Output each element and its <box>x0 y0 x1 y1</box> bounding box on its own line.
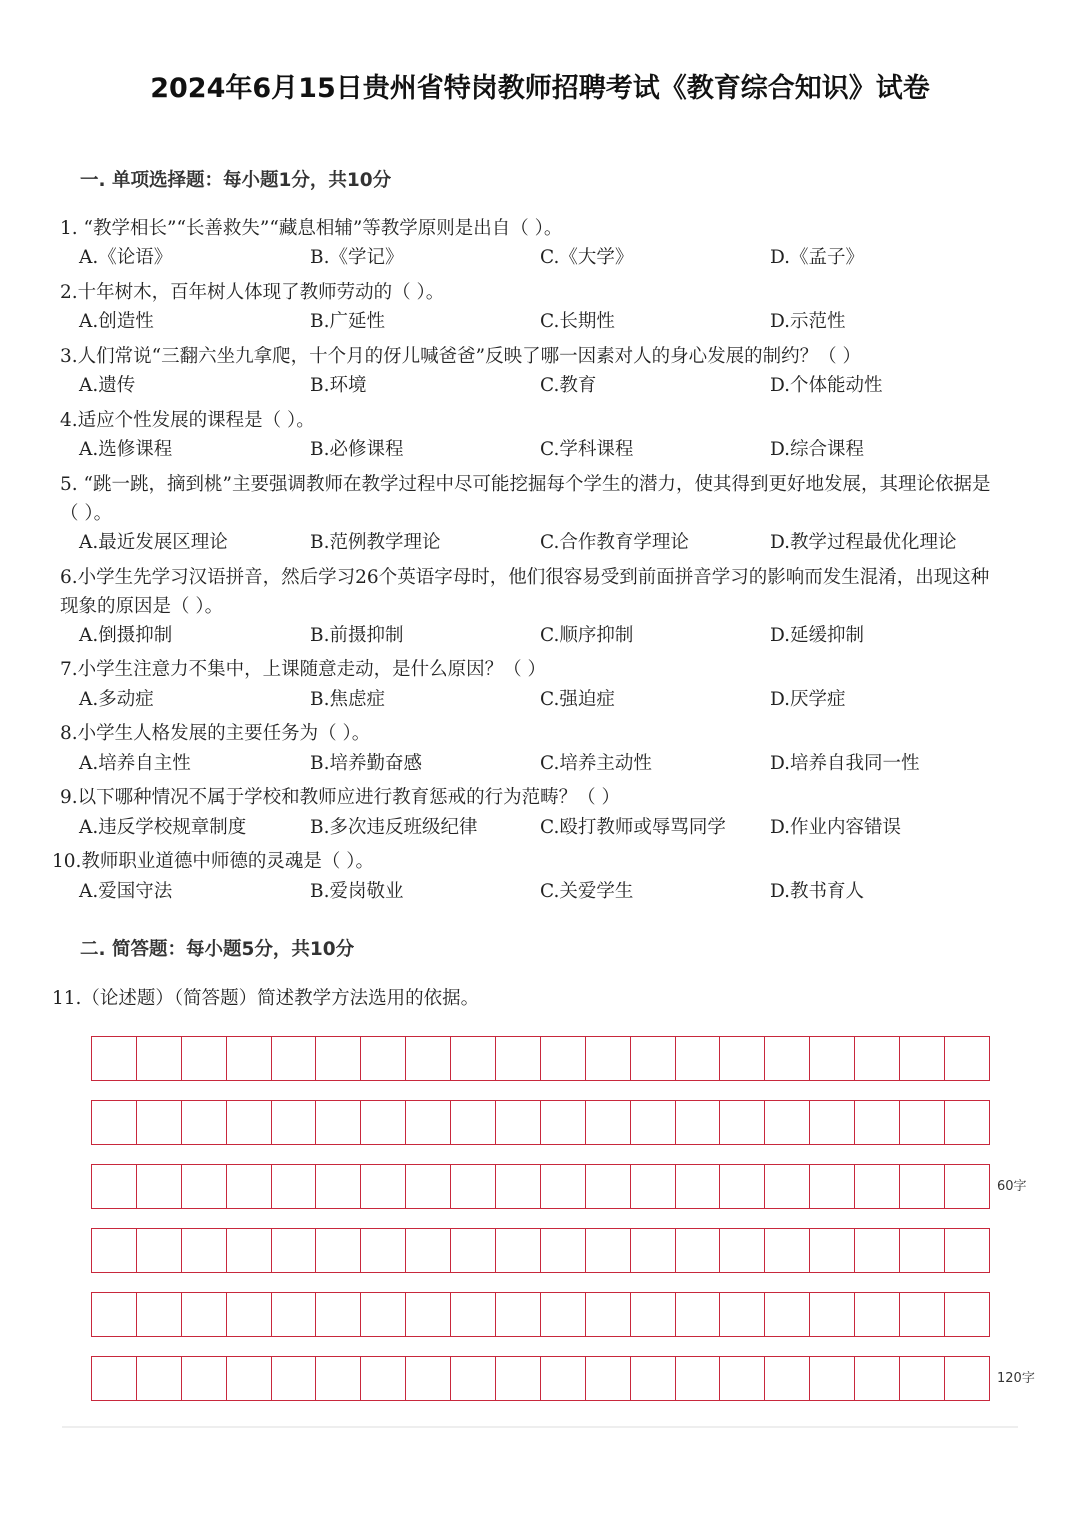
answer-grid-cell[interactable] <box>496 1228 541 1273</box>
question-5-text: 5. “跳一跳，摘到桃”主要强调教师在教学过程中尽可能挖掘每个学生的潜力，使其得到更好地发展，其理论依据是（ ）。 <box>60 474 991 524</box>
question-8-options <box>79 749 1009 779</box>
answer-grid-cell[interactable] <box>586 1356 631 1401</box>
page-title: 2024年6月15日贵州省特岗教师招聘考试《教育综合知识》试卷 <box>150 73 930 104</box>
answer-grid-cell[interactable] <box>586 1228 631 1273</box>
answer-grid-cell[interactable] <box>720 1036 765 1081</box>
question-7-options <box>79 685 1009 715</box>
answer-grid-cell[interactable] <box>227 1100 272 1145</box>
answer-grid-cell[interactable] <box>676 1228 721 1273</box>
answer-grid-cell[interactable] <box>316 1164 361 1209</box>
option-b: B.前摄抑制 <box>310 625 404 646</box>
answer-grid-cell[interactable] <box>451 1292 496 1337</box>
answer-grid-cell[interactable] <box>451 1356 496 1401</box>
answer-grid-cell[interactable] <box>900 1100 945 1145</box>
option-d: D.个体能动性 <box>770 375 883 396</box>
answer-grid-cell[interactable] <box>900 1356 945 1401</box>
answer-grid-cell[interactable] <box>92 1100 137 1145</box>
answer-grid-cell[interactable] <box>810 1356 855 1401</box>
option-b: B.范例教学理论 <box>310 532 441 553</box>
option-d: D.综合课程 <box>770 439 865 460</box>
answer-grid-cell[interactable] <box>720 1100 765 1145</box>
option-d: D.教学过程最优化理论 <box>770 532 957 553</box>
question-5-options <box>79 528 1009 558</box>
answer-grid-cell[interactable] <box>361 1292 406 1337</box>
question-10-options <box>79 877 1009 907</box>
answer-grid-cell[interactable] <box>227 1036 272 1081</box>
option-a: A.遗传 <box>79 375 136 396</box>
option-b: B.爱岗敬业 <box>310 881 404 902</box>
answer-grid-cell[interactable] <box>765 1100 810 1145</box>
question-4-text: 4.适应个性发展的课程是（ ）。 <box>60 410 315 431</box>
answer-grid-cell[interactable] <box>451 1036 496 1081</box>
question-10-text: 10.教师职业道德中师德的灵魂是（ ）。 <box>52 851 375 872</box>
answer-grid-row[interactable] <box>91 1228 990 1273</box>
answer-grid-cell[interactable] <box>541 1164 586 1209</box>
answer-grid-cell[interactable] <box>272 1228 317 1273</box>
answer-grid-cell[interactable] <box>137 1036 182 1081</box>
question-11-text: 11.（论述题）（简答题）简述教学方法选用的依据。 <box>52 988 480 1009</box>
answer-grid-cell[interactable] <box>361 1228 406 1273</box>
answer-grid-cell[interactable] <box>182 1292 227 1337</box>
answer-grid-cell[interactable] <box>720 1292 765 1337</box>
answer-grid-cell[interactable] <box>406 1036 451 1081</box>
answer-grid-cell[interactable] <box>182 1228 227 1273</box>
answer-grid-cell[interactable] <box>945 1228 990 1273</box>
question-6-text: 6.小学生先学习汉语拼音，然后学习26个英语字母时，他们很容易受到前面拼音学习的影响而发生混淆，出现这种现象的原因是（ ）。 <box>60 567 990 617</box>
answer-grid-cell[interactable] <box>855 1356 900 1401</box>
option-a: A.《论语》 <box>79 247 173 268</box>
answer-grid-cell[interactable] <box>272 1036 317 1081</box>
option-c: C.关爱学生 <box>540 881 634 902</box>
answer-grid-cell[interactable] <box>586 1036 631 1081</box>
question-3-options <box>79 371 1009 401</box>
option-c: C.合作教育学理论 <box>540 532 689 553</box>
option-d: D.教书育人 <box>770 881 865 902</box>
answer-grid-cell[interactable] <box>586 1164 631 1209</box>
question-9-options <box>79 813 1009 843</box>
option-b: B.必修课程 <box>310 439 404 460</box>
option-c: C.培养主动性 <box>540 753 652 774</box>
answer-grid-cell[interactable] <box>137 1100 182 1145</box>
answer-grid-cell[interactable] <box>631 1356 676 1401</box>
answer-grid-cell[interactable] <box>810 1164 855 1209</box>
answer-grid-cell[interactable] <box>765 1036 810 1081</box>
option-a: A.多动症 <box>79 689 154 710</box>
answer-grid-cell[interactable] <box>227 1356 272 1401</box>
answer-grid-cell[interactable] <box>272 1292 317 1337</box>
answer-grid-cell[interactable] <box>272 1164 317 1209</box>
answer-grid-cell[interactable] <box>272 1100 317 1145</box>
answer-grid-cell[interactable] <box>676 1036 721 1081</box>
answer-grid-cell[interactable] <box>765 1292 810 1337</box>
answer-grid-cell[interactable] <box>945 1036 990 1081</box>
answer-grid-cell[interactable] <box>361 1356 406 1401</box>
answer-grid-cell[interactable] <box>496 1356 541 1401</box>
answer-grid-cell[interactable] <box>227 1292 272 1337</box>
option-d: D.作业内容错误 <box>770 817 902 838</box>
answer-grid-cell[interactable] <box>316 1036 361 1081</box>
option-c: C.强迫症 <box>540 689 615 710</box>
option-d: D.厌学症 <box>770 689 846 710</box>
answer-grid-cell[interactable] <box>631 1036 676 1081</box>
option-c: C.《大学》 <box>540 247 634 268</box>
answer-grid-cell[interactable] <box>810 1100 855 1145</box>
answer-grid-cell[interactable] <box>182 1356 227 1401</box>
question-1-options <box>79 243 1009 273</box>
answer-grid-cell[interactable] <box>855 1164 900 1209</box>
answer-grid-cell[interactable] <box>316 1356 361 1401</box>
answer-grid-cell[interactable] <box>496 1164 541 1209</box>
option-d: D.延缓抑制 <box>770 625 865 646</box>
answer-grid-row[interactable] <box>91 1036 990 1081</box>
answer-grid-cell[interactable] <box>631 1292 676 1337</box>
answer-grid-cell[interactable] <box>92 1292 137 1337</box>
answer-grid-cell[interactable] <box>182 1100 227 1145</box>
answer-grid-cell[interactable] <box>316 1228 361 1273</box>
answer-grid-cell[interactable] <box>137 1356 182 1401</box>
answer-grid-cell[interactable] <box>586 1100 631 1145</box>
option-b: B.广延性 <box>310 311 385 332</box>
answer-grid-cell[interactable] <box>496 1100 541 1145</box>
answer-grid-cell[interactable] <box>406 1356 451 1401</box>
option-d: D.培养自我同一性 <box>770 753 920 774</box>
answer-grid-cell[interactable] <box>227 1228 272 1273</box>
answer-grid-cell[interactable] <box>496 1036 541 1081</box>
answer-grid-cell[interactable] <box>720 1164 765 1209</box>
answer-grid-cell[interactable] <box>855 1036 900 1081</box>
answer-grid-cell[interactable] <box>810 1228 855 1273</box>
answer-grid-cell[interactable] <box>272 1356 317 1401</box>
answer-grid-cell[interactable] <box>586 1292 631 1337</box>
answer-grid-cell[interactable] <box>945 1164 990 1209</box>
answer-grid-cell[interactable] <box>765 1164 810 1209</box>
answer-grid-cell[interactable] <box>406 1100 451 1145</box>
answer-grid-cell[interactable] <box>137 1228 182 1273</box>
option-a: A.创造性 <box>79 311 154 332</box>
question-1-text: 1. “教学相长”“长善救失”“藏息相辅”等教学原则是出自（ ）。 <box>60 218 563 239</box>
answer-grid-cell[interactable] <box>720 1228 765 1273</box>
option-b: B.环境 <box>310 375 367 396</box>
answer-grid-cell[interactable] <box>406 1292 451 1337</box>
question-9-text: 9.以下哪种情况不属于学校和教师应进行教育惩戒的行为范畴？（ ） <box>60 787 621 808</box>
question-7-text: 7.小学生注意力不集中，上课随意走动，是什么原因？（ ） <box>60 659 547 680</box>
answer-grid-cell[interactable] <box>451 1100 496 1145</box>
answer-grid-row[interactable] <box>91 1356 990 1401</box>
option-d: D.示范性 <box>770 311 846 332</box>
answer-grid-cell[interactable] <box>496 1292 541 1337</box>
answer-grid-cell[interactable] <box>720 1356 765 1401</box>
answer-grid-cell[interactable] <box>316 1292 361 1337</box>
answer-grid-row[interactable] <box>91 1100 990 1145</box>
option-a: A.倒摄抑制 <box>79 625 173 646</box>
option-a: A.选修课程 <box>79 439 173 460</box>
option-a: A.违反学校规章制度 <box>79 817 247 838</box>
answer-grid-cell[interactable] <box>92 1228 137 1273</box>
answer-grid-row[interactable] <box>91 1164 990 1209</box>
option-c: C.顺序抑制 <box>540 625 634 646</box>
answer-grid-cell[interactable] <box>451 1228 496 1273</box>
option-b: B.培养勤奋感 <box>310 753 422 774</box>
question-2-text: 2.十年树木，百年树人体现了教师劳动的（ ）。 <box>60 282 445 303</box>
section-heading-choice: 一. 单项选择题：每小题1分，共10分 <box>80 170 392 191</box>
answer-grid-cell[interactable] <box>92 1164 137 1209</box>
option-c: C.殴打教师或辱骂同学 <box>540 817 726 838</box>
option-c: C.学科课程 <box>540 439 634 460</box>
answer-grid-row[interactable] <box>91 1292 990 1337</box>
answer-grid-cell[interactable] <box>406 1228 451 1273</box>
answer-grid-cell[interactable] <box>676 1100 721 1145</box>
answer-grid-cell[interactable] <box>361 1100 406 1145</box>
option-a: A.培养自主性 <box>79 753 191 774</box>
answer-grid-cell[interactable] <box>137 1164 182 1209</box>
answer-grid-cell[interactable] <box>631 1100 676 1145</box>
answer-grid-cell[interactable] <box>855 1228 900 1273</box>
option-c: C.教育 <box>540 375 597 396</box>
answer-grid-cell[interactable] <box>361 1164 406 1209</box>
answer-grid-cell[interactable] <box>810 1036 855 1081</box>
answer-grid-cell[interactable] <box>227 1164 272 1209</box>
answer-grid-cell[interactable] <box>945 1292 990 1337</box>
answer-grid-cell[interactable] <box>900 1292 945 1337</box>
answer-grid-cell[interactable] <box>541 1356 586 1401</box>
question-4-options <box>79 435 1009 465</box>
answer-grid-cell[interactable] <box>541 1228 586 1273</box>
option-b: B.《学记》 <box>310 247 404 268</box>
question-2-options <box>79 307 1009 337</box>
option-b: B.多次违反班级纪律 <box>310 817 478 838</box>
answer-grid-cell[interactable] <box>316 1100 361 1145</box>
word-count-60: 60字 <box>997 1179 1027 1194</box>
answer-grid-cell[interactable] <box>631 1164 676 1209</box>
option-d: D.《孟子》 <box>770 247 865 268</box>
answer-grid-cell[interactable] <box>92 1356 137 1401</box>
answer-grid-cell[interactable] <box>631 1228 676 1273</box>
answer-grid-cell[interactable] <box>92 1036 137 1081</box>
answer-grid-cell[interactable] <box>406 1164 451 1209</box>
answer-grid-cell[interactable] <box>945 1356 990 1401</box>
option-b: B.焦虑症 <box>310 689 385 710</box>
answer-grid-cell[interactable] <box>900 1036 945 1081</box>
answer-grid-cell[interactable] <box>765 1228 810 1273</box>
answer-grid-cell[interactable] <box>900 1228 945 1273</box>
answer-grid-cell[interactable] <box>541 1292 586 1337</box>
answer-grid-cell[interactable] <box>676 1356 721 1401</box>
answer-grid-cell[interactable] <box>676 1292 721 1337</box>
section-heading-short-answer: 二. 简答题：每小题5分，共10分 <box>80 939 355 960</box>
option-a: A.最近发展区理论 <box>79 532 228 553</box>
answer-grid-cell[interactable] <box>945 1100 990 1145</box>
question-6-options <box>79 621 1009 651</box>
answer-grid-cell[interactable] <box>855 1292 900 1337</box>
option-a: A.爱国守法 <box>79 881 173 902</box>
answer-grid-cell[interactable] <box>182 1036 227 1081</box>
answer-grid-cell[interactable] <box>541 1036 586 1081</box>
word-count-120: 120字 <box>997 1371 1035 1386</box>
answer-grid-cell[interactable] <box>855 1100 900 1145</box>
answer-grid-cell[interactable] <box>810 1292 855 1337</box>
question-3-text: 3.人们常说“三翻六坐九拿爬，十个月的伢儿喊爸爸”反映了哪一因素对人的身心发展的制约？（ ） <box>60 346 861 367</box>
answer-grid-cell[interactable] <box>676 1164 721 1209</box>
answer-grid-cell[interactable] <box>451 1164 496 1209</box>
question-8-text: 8.小学生人格发展的主要任务为（ ）。 <box>60 723 371 744</box>
answer-grid-cell[interactable] <box>361 1036 406 1081</box>
answer-grid-cell[interactable] <box>541 1100 586 1145</box>
answer-grid-cell[interactable] <box>765 1356 810 1401</box>
answer-grid-cell[interactable] <box>182 1164 227 1209</box>
answer-grid-cell[interactable] <box>900 1164 945 1209</box>
answer-grid-cell[interactable] <box>137 1292 182 1337</box>
bottom-divider <box>62 1426 1018 1428</box>
option-c: C.长期性 <box>540 311 615 332</box>
